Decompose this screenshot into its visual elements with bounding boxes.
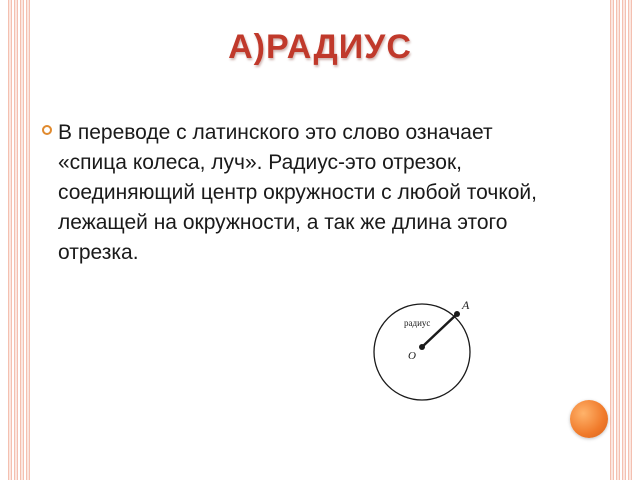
radius-label: радиус xyxy=(404,318,431,328)
circle-radius-diagram xyxy=(366,292,478,404)
point-a-label: A xyxy=(462,298,470,312)
slide-title: А)РАДИУС xyxy=(228,28,412,66)
center-label: O xyxy=(408,350,416,362)
bullet-icon xyxy=(42,125,52,135)
point-a xyxy=(454,311,460,317)
center-point xyxy=(419,344,425,350)
decorative-frame-left xyxy=(8,0,32,480)
decorative-frame-right xyxy=(608,0,632,480)
bullet-paragraph xyxy=(42,118,562,268)
body-text: В переводе с латинского это слово означает «спица колеса, луч». Радиус-это отрезок, соединяющий центр окружности с любой точкой, лежащей на окружности, а так же длина этого отрезка. xyxy=(58,121,537,264)
orange-circle-decoration xyxy=(570,400,608,438)
